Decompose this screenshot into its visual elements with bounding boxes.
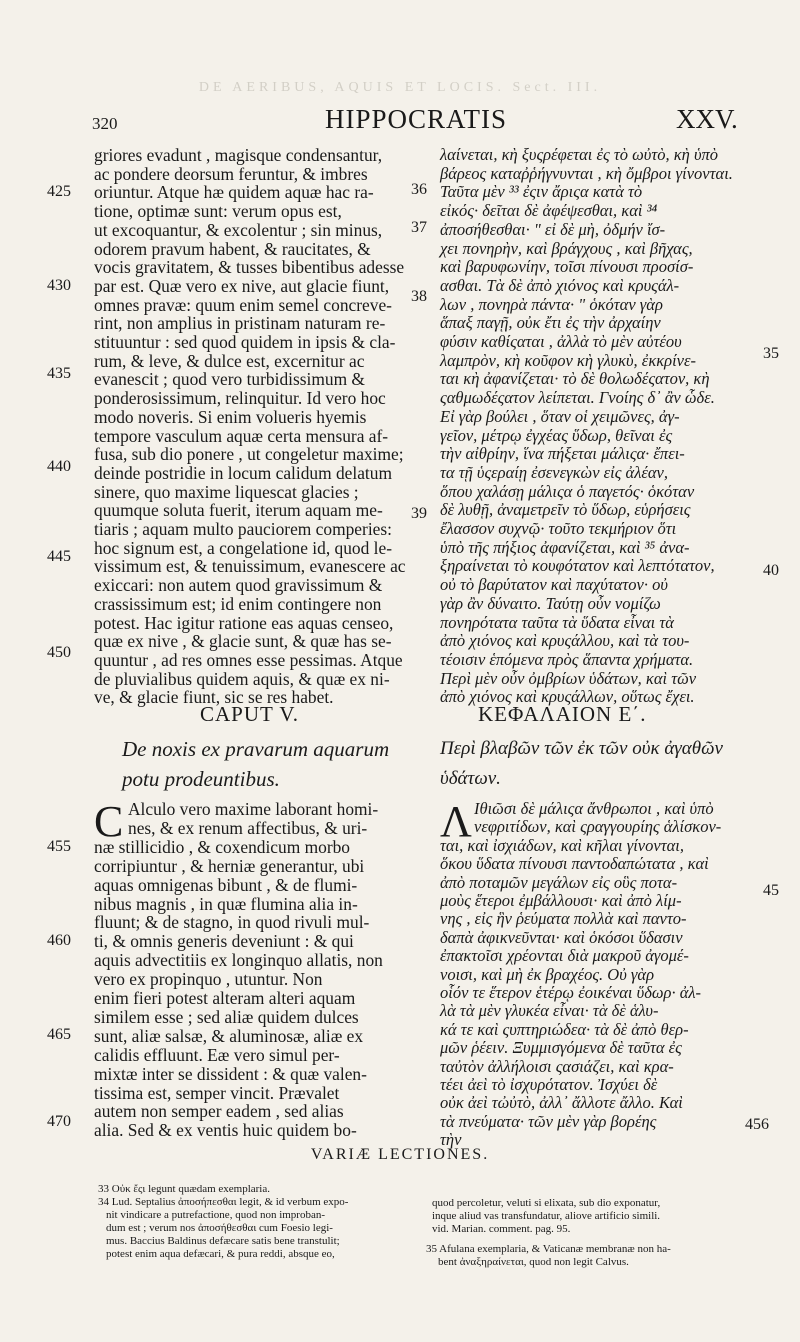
line-number: 45 <box>763 882 779 899</box>
text-line: stituuntur : sed quod quidem in ipsis & cla- <box>94 332 396 352</box>
text-line: tissima est, semper vincit. Prævalet <box>94 1082 340 1103</box>
text-line: ti, & omnis generis deveniunt : & qui <box>94 931 354 952</box>
text-line: δαπὰ ἀφικνεῦνται· καὶ ὁκόσοι ὕδασιν <box>440 927 683 947</box>
text-line: hoc signum est, a congelatione id, quod le- <box>94 537 392 558</box>
text-line: λαίνεται, κὴ ξυςρέφεται ἐς τὸ ωὐτὸ, κὴ ὑπὸ <box>440 145 719 164</box>
text-line: ut excoquantur, & excolentur ; sin minus, <box>94 219 383 240</box>
text-line: vocis gravitatem, & tusses bibentibus adesse <box>94 257 405 278</box>
text-line: sinere, quo maxime liquescat glacies ; <box>94 481 359 502</box>
text-line: τὰ πνεύματα· τῶν μὲν γὰρ βορέης <box>440 1111 657 1131</box>
text-line: exiccari: non autem quod gravissimum & <box>94 575 383 596</box>
text-line: γεῖον, μέτρῳ ἐγχέας ὕδωρ, θεῖναι ἐς <box>440 425 673 445</box>
text-line: ὑπὸ τῆς πήξιος ἀφανίζεται, καὶ ³⁵ ἀνα- <box>440 537 690 557</box>
text-line: ται κὴ ἀφανίζεται· τὸ δὲ θολωδέςατον, κὴ <box>440 369 710 389</box>
text-line: nes, & ex renum affectibus, & uri- <box>128 817 368 838</box>
text-line: ἀποσήθεσθαι· " εἰ δὲ μὴ, ὀδμήν ἴσ- <box>440 219 666 239</box>
running-title: HIPPOCRATIS <box>325 104 508 134</box>
text-line: enim fieri potest alteram alteri aquam <box>94 988 356 1008</box>
text-line: ponderosissimum, relinquitur. Id vero hoc <box>94 388 386 409</box>
line-number: 425 <box>47 183 71 200</box>
text-line: γὰρ ἂν δύναιτο. Ταύτῃ οὖν νομίζω <box>440 593 661 613</box>
line-number: 460 <box>47 932 71 949</box>
text-line: vissimum est, & tenuissimum, evanescere ac <box>94 556 406 577</box>
text-line: potest. Hac igitur ratione eas aquas censeo, <box>94 612 394 633</box>
text-line: aquis advectitiis ex longinquo allatis, non <box>94 950 383 971</box>
text-line: fusa, sub dio ponere , ut congeletur maxime; <box>94 444 404 465</box>
text-line: ve, & glacie fiunt, sic se res habet. <box>94 687 334 708</box>
text-line: ὅπου χαλάσῃ μάλιςα ὁ παγετός· ὁκόταν <box>440 481 695 501</box>
text-line: tione, optimæ sunt: verum opus est, <box>94 201 342 222</box>
greek-chapter-subtitle: Περὶ βλαβῶν τῶν ἐκ τῶν οὐκ ἀγαθῶν ὑδάτων. <box>440 738 723 789</box>
text-line: fluunt; & de stagno, in quod rivuli mul- <box>94 912 370 933</box>
text-line: nibus magnis , in quæ flumina alia in- <box>94 893 358 914</box>
line-number: 35 <box>763 345 779 362</box>
footnote-line: vid. Marian. comment. pag. 95. <box>432 1223 571 1235</box>
text-line: ἔλασσον συχνῷ· τοῦτο τεκμήριον ὅτι <box>440 519 677 538</box>
line-number: 445 <box>47 548 71 565</box>
text-line: οἷόν τε ἕτερον ἑτέρῳ ἐοικέναι ὕδωρ· ἀλ- <box>440 983 702 1002</box>
text-line: οὐκ ἀεὶ τὠὐτὸ, ἀλλ᾽ ἄλλοτε ἄλλο. Καὶ <box>440 1093 683 1113</box>
line-number: 450 <box>47 644 71 661</box>
page-header <box>0 104 800 134</box>
text-line: ασθαι. Τὰ δὲ ἀπὸ χιόνος καὶ κρυςάλ- <box>440 275 680 295</box>
text-line: δὲ λυθῇ, ἀναμετρεῖν τὸ ὕδωρ, εὑρήσεις <box>440 500 691 520</box>
line-number: 430 <box>47 277 71 294</box>
line-number: 39 <box>411 505 427 522</box>
text-line: tempore vasculum aquæ certa mensura af- <box>94 425 389 446</box>
line-number: 470 <box>47 1113 71 1130</box>
text-line: ται, καὶ ἰσχιάδων, καὶ κῆλαι γίνονται, <box>440 835 684 855</box>
text-line: oriuntur. Atque hæ quidem aquæ hac ra- <box>94 182 374 203</box>
line-number: 36 <box>411 181 427 198</box>
text-line: λὰ τὰ μὲν γλυκέα εἶναι· τὰ δὲ ἁλυ- <box>440 1001 659 1021</box>
footnote-line: nit vindicare a putrefactione, quod non improban- <box>106 1209 326 1221</box>
greek-drop-cap: Λ <box>440 797 472 846</box>
line-number: 40 <box>763 562 779 579</box>
text-line: modo noveris. Si enim volueris hyemis <box>94 406 367 427</box>
text-line: quumque soluta fuerit, iterum aquam me- <box>94 500 383 521</box>
footnote-line: dum est ; verum nos ἀποσήθεσθαι cum Foesio legi- <box>106 1222 333 1234</box>
line-number: 440 <box>47 458 71 475</box>
text-line: rum, & leve, & dulce est, excernitur ac <box>94 350 365 371</box>
text-line: ἀπὸ χιόνος καὶ κρυςάλλων, οὕτως ἔχει. <box>440 687 695 707</box>
text-line: quuntur , ad res omnes esse pessimas. Atque <box>94 649 403 670</box>
text-line: ξηραίνεται τὸ κουφότατον καὶ λεπτότατον, <box>440 556 715 576</box>
latin-drop-cap: C <box>94 797 124 846</box>
text-line: Ιθιῶσι δὲ μάλιςα ἄνθρωποι , καὶ ὑπὸ <box>474 799 714 818</box>
text-line: ταὐτὸν ἀλλήλοισι ςασιάζει, καὶ κρα- <box>440 1056 674 1076</box>
text-line: εἰκός· δεῖται δὲ ἀφέψεσθαι, καὶ ³⁴ <box>440 201 658 221</box>
text-line: βάρεος καταῤῥήγνυνται , κὴ ὄμβροι γίνονται. <box>440 163 733 183</box>
line-number: 38 <box>411 288 427 305</box>
text-line: næ stillicidio , & coxendicum morbo <box>94 836 351 857</box>
text-line: λαμπρὸν, κὴ κοῦφον κὴ γλυκὺ, ἐκκρίνε- <box>440 350 696 370</box>
chapter-number: XXV. <box>676 104 738 134</box>
text-line: corripiuntur , & herniæ generantur, ubi <box>94 855 365 876</box>
text-line: τέει ἀεὶ τὸ ἰσχυρότατον. Ἰσχύει δὲ <box>440 1075 658 1094</box>
text-line: καὶ βαρυφωνίην, τοῖσι πίνουσι προσίσ- <box>440 257 694 277</box>
line-number: 456 <box>745 1116 769 1133</box>
text-line: πονηρότατα ταῦτα τὰ ὕδατα εἶναι τὰ <box>440 612 674 632</box>
text-line: vero ex propinquo , utuntur. Non <box>94 969 323 990</box>
text-line: Ταῦτα μὲν ³³ ἐςιν ἄριςα κατὰ τὸ <box>440 182 643 202</box>
footnote-line: bent ἀναξηραίνεται, quod non legit Calvus. <box>438 1256 629 1268</box>
text-line: οὐ τὸ βαρύτατον καὶ παχύτατον· οὐ <box>440 575 668 595</box>
greek-chapter-title: ΚΕΦΑΛΑΙΟΝ Ε΄. <box>478 702 647 726</box>
text-line: evanescit ; quod vero turbidissimum & <box>94 369 365 390</box>
text-line: Περὶ μὲν οὖν ὀμβρίων ὑδάτων, καὶ τῶν <box>440 668 697 688</box>
text-line: tiaris ; aquam multo pauciorem comperies: <box>94 519 392 539</box>
caput-title: CAPUT V. <box>200 702 300 726</box>
text-line: sunt, aliæ salsæ, & aluminosæ, aliæ ex <box>94 1025 364 1046</box>
text-line: rint, non amplius in pristinam naturam re- <box>94 313 386 334</box>
text-line: ςαθμωδέςατον λείπεται. Γνοίης δ᾽ ἂν ὧδε. <box>440 388 715 408</box>
text-line: νης , εἰς ἣν ῥεύματα πολλὰ καὶ παντο- <box>440 909 687 929</box>
text-line: τὴν <box>440 1130 462 1150</box>
text-line: autem non semper eadem , sed alias <box>94 1101 344 1122</box>
text-line: ὅκου ὕδατα πίνουσι παντοδαπώτατα , καὶ <box>440 854 709 874</box>
line-number: 435 <box>47 365 71 382</box>
text-line: Εἰ γὰρ βούλει , ὅταν οἱ χειμῶνες, ἀγ- <box>440 406 680 426</box>
page-number: 320 <box>92 114 118 133</box>
text-line: odorem pravum habent, & raucitates, & <box>94 238 371 259</box>
text-line: νοισι, καὶ μὴ ἐκ βραχέος. Οὐ γὰρ <box>440 964 655 984</box>
variae-lectiones-heading: VARIÆ LECTIONES. <box>310 1146 490 1163</box>
text-line: deinde postridie in locum calidum delatum <box>94 462 392 483</box>
text-line: τέοισιν ἑπόμενα πρὸς ἅπαντα χρήματα. <box>440 649 694 669</box>
footnote-line: quod percoletur, veluti si elixata, sub dio exponatur, <box>432 1197 661 1209</box>
text-line: ἐπακτοῖσι χρέονται διὰ μακροῦ ἀγομέ- <box>440 946 689 966</box>
text-line: μῶν ῥέειν. Ξυμμισγόμενα δὲ ταῦτα ἐς <box>440 1038 682 1058</box>
text-line: de pluvialibus quidem aquis, & quæ ex ni- <box>94 668 390 689</box>
text-line: omnes pravæ: quum enim semel concreve- <box>94 294 392 315</box>
text-line: griores evadunt , magisque condensantur, <box>94 145 383 165</box>
text-line: Alculo vero maxime laborant homi- <box>128 799 379 819</box>
text-line: χει πονηρὴν, καὶ βράγχους , καὶ βῆχας, <box>440 238 693 258</box>
footnote-line: mus. Baccius Baldinus defæcare satis bene transtulit; <box>106 1235 340 1247</box>
text-line: κά τε καὶ ςυπτηριώδεα· τὰ δὲ ἀπὸ θερ- <box>440 1019 689 1039</box>
text-line: λων , πονηρὰ πάντα· " ὁκόταν γὰρ <box>440 294 663 314</box>
text-line: calidis effluunt. Eæ vero simul per- <box>94 1044 340 1065</box>
footnote-line: inque aliud vas transfundatur, aliove artificio simili. <box>432 1210 661 1222</box>
footnote-line: 35 Afulana exemplaria, & Vaticanæ membranæ non ha- <box>426 1243 671 1255</box>
line-number: 455 <box>47 838 71 855</box>
text-line: similem esse ; sed aliæ quidem dulces <box>94 1006 359 1027</box>
text-line: νεφριτίδων, καὶ ςραγγουρίης ἁλίσκον- <box>474 817 722 837</box>
text-line: mixtæ inter se dissident : & quæ valen- <box>94 1063 367 1084</box>
text-line: ἀπὸ ποταμῶν μεγάλων εἰς οὓς ποτα- <box>440 872 678 892</box>
text-line: τα τῇ ὑςεραίῃ ἐσενεγκὼν εἰς ἀλέαν, <box>440 462 668 482</box>
line-number: 465 <box>47 1026 71 1043</box>
footnote-line: potest enim aqua defæcari, & pura reddi, absque eo, <box>106 1248 335 1260</box>
footnote-line: 34 Lud. Septalius ἀποσήπεσθαι legit, & id verbum expo- <box>98 1196 349 1208</box>
text-line: alia. Sed & ex ventis huic quidem bo- <box>94 1120 357 1141</box>
text-line: quæ ex nive , & glacie sunt, & quæ has se- <box>94 631 392 652</box>
text-line: τὴν αἰθρίην, ἵνα πήξεται μάλιςα· ἔπει- <box>440 444 685 464</box>
text-line: ἀπὸ χιόνος καὶ κρυςάλλου, καὶ τὰ του- <box>440 631 690 651</box>
footnote-line: 33 Οὐκ ἔςι legunt quædam exemplaria. <box>98 1183 270 1195</box>
text-line: ac pondere deorsum feruntur, & imbres <box>94 163 368 184</box>
bleed-through-text: DE AERIBUS, AQUIS ET LOCIS. Sect. III. <box>198 80 602 95</box>
text-line: crassissimum est; id enim contingere non <box>94 593 382 614</box>
text-line: par est. Quæ vero ex nive, aut glacie fiunt, <box>94 275 390 296</box>
text-line: ἅπαξ παγῇ, οὐκ ἔτι ἐς τὴν ἀρχαίην <box>440 313 661 333</box>
text-line: φύσιν καθίςαται , ἀλλὰ τὸ μὲν αὐτέου <box>440 332 682 351</box>
caput-subtitle: De noxis ex pravarum aquarum potu prodeuntibus. <box>122 737 390 791</box>
text-line: aquas omnigenas bibunt , & de flumi- <box>94 874 358 895</box>
line-number: 37 <box>411 219 427 236</box>
text-line: μοὺς ἕτεροι ἐμβάλλουσι· καὶ ἀπὸ λίμ- <box>440 891 682 910</box>
